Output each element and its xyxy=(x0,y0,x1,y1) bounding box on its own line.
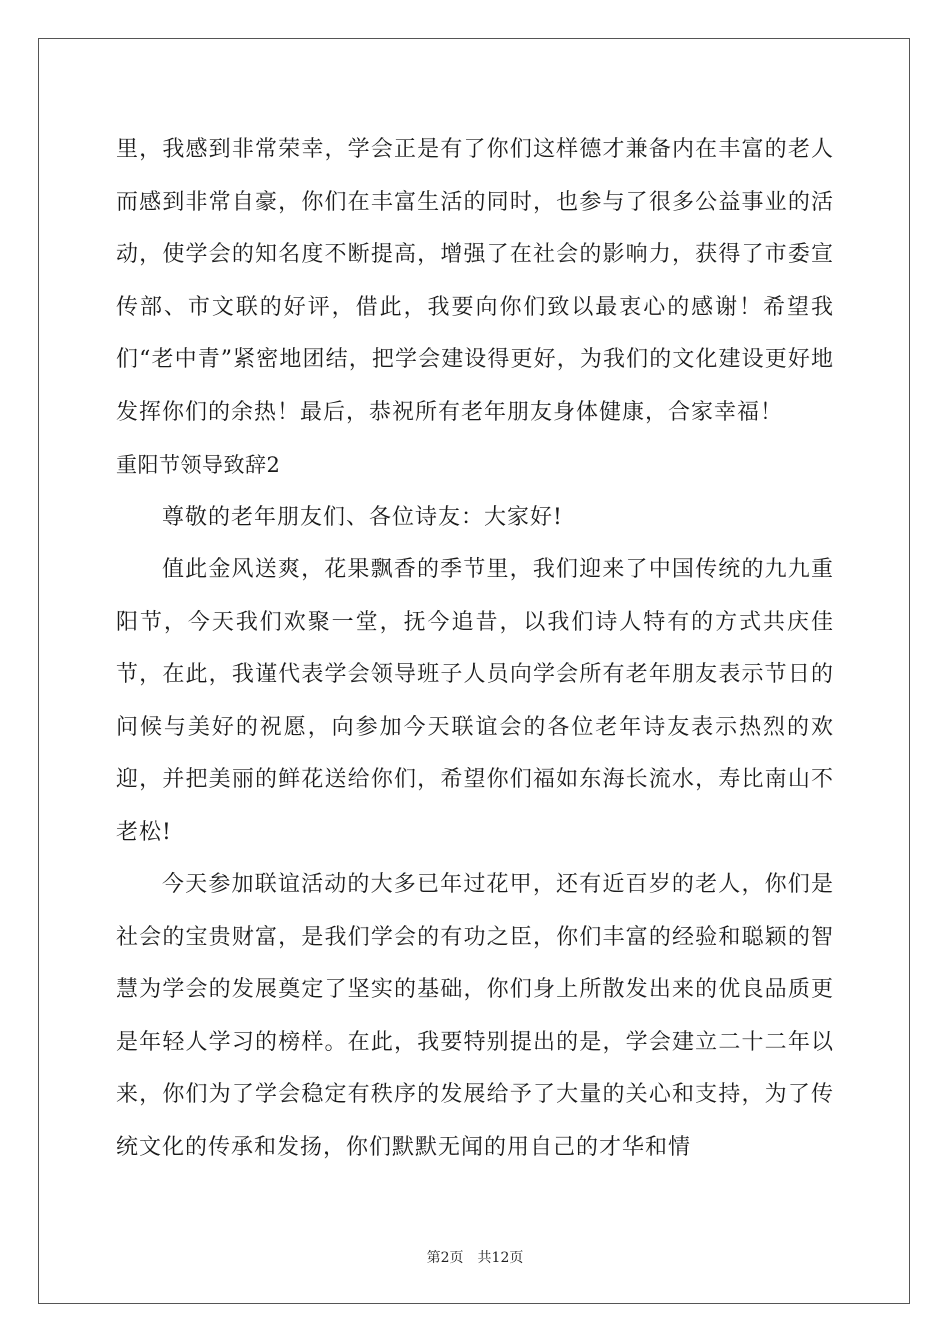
section-heading: 重阳节领导致辞2 xyxy=(116,453,281,477)
document-body xyxy=(116,124,834,1174)
greeting-line: 尊敬的老年朋友们、各位诗友：大家好! xyxy=(162,504,563,530)
page-number: 第2页 xyxy=(426,1250,464,1266)
page-footer xyxy=(0,1247,950,1267)
paragraph-festival: 值此金风送爽，花果飘香的季节里，我们迎来了中国传统的九九重阳节，今天我们欢聚一堂，抚今追昔，以我们诗人特有的方式共庆佳节，在此，我谨代表学会领导班子人员向学会所有老年朋友表示节日的问候与美好的祝愿，向参加今天联谊会的各位老年诗友表示热烈的欢迎，并把美丽的鲜花送给你们，希望你们福如东海长流水，寿比南山不老松! xyxy=(116,557,834,845)
paragraph-continued: 里，我感到非常荣幸，学会正是有了你们这样德才兼备内在丰富的老人而感到非常自豪，你们在丰富生活的同时，也参与了很多公益事业的活动，使学会的知名度不断提高，增强了在社会的影响力，获得了市委宣传部、市文联的好评，借此，我要向你们致以最衷心的感谢！希望我们“老中青”紧密地团结，把学会建设得更好，为我们的文化建设更好地发挥你们的余热！最后，恭祝所有老年朋友身体健康，合家幸福！ xyxy=(116,137,834,425)
page-total: 共12页 xyxy=(477,1250,524,1266)
paragraph-elders: 今天参加联谊活动的大多已年过花甲，还有近百岁的老人，你们是社会的宝贵财富，是我们学会的有功之臣，你们丰富的经验和聪颖的智慧为学会的发展奠定了坚实的基础，你们身上所散发出来的优良品质更是年轻人学习的榜样。在此，我要特别提出的是，学会建立二十二年以来，你们为了学会稳定有秩序的发展给予了大量的关心和支持，为了传统文化的传承和发扬，你们默默无闻的用自己的才华和情 xyxy=(116,872,834,1160)
